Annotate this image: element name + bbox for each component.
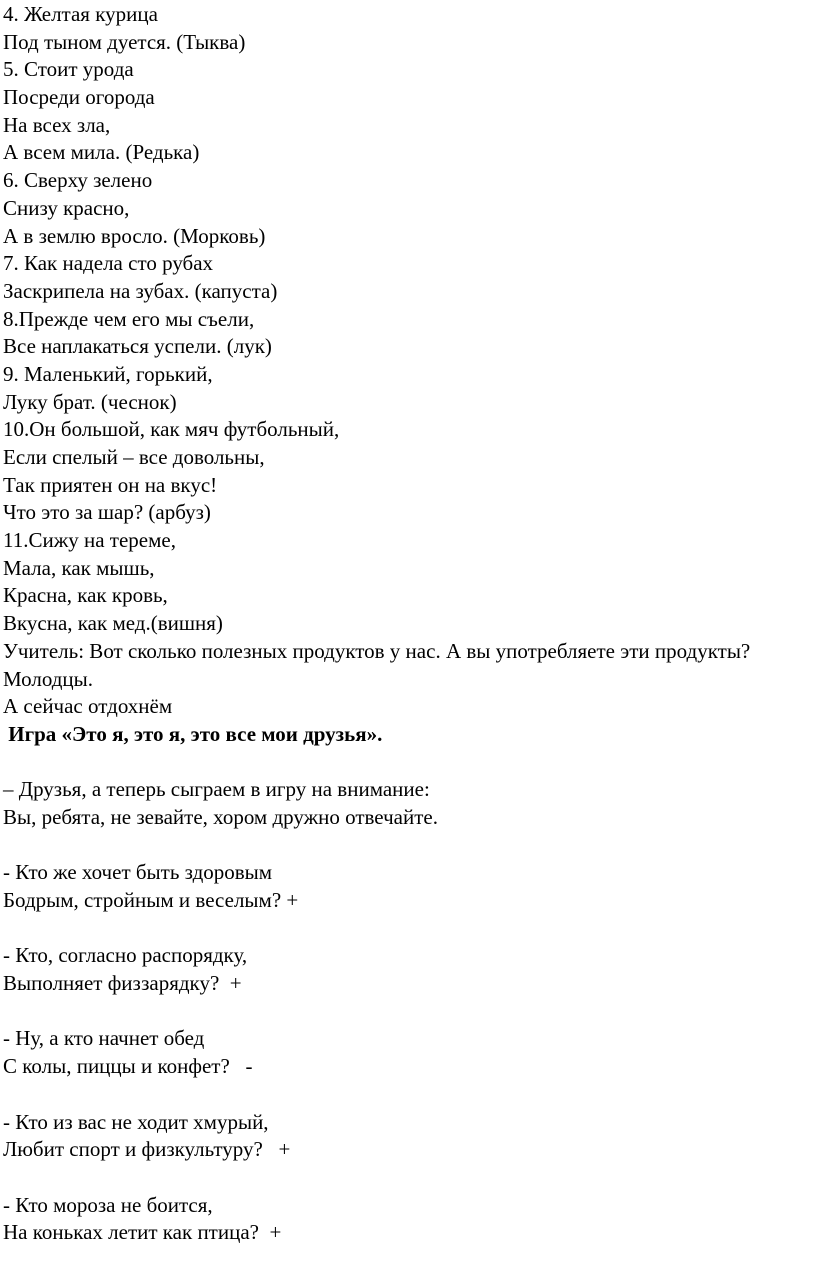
text-line: 10.Он большой, как мяч футбольный, — [3, 417, 340, 442]
rest-line: А сейчас отдохнём — [3, 694, 173, 719]
text-line: Все наплакаться успели. (лук) — [3, 334, 272, 359]
text-line: Если спелый – все довольны, — [3, 445, 265, 469]
text-line: Посреди огорода — [3, 85, 155, 110]
blank-line — [3, 749, 813, 777]
text-line: 6. Сверху зелено — [3, 168, 153, 193]
answer-line: Бодрым, стройным и веселым? + — [3, 888, 299, 913]
blank-line — [3, 1164, 813, 1192]
text-line: 11.Сижу на тереме, — [3, 528, 176, 553]
blank-line — [3, 915, 813, 943]
text-line: 5. Стоит урода — [3, 57, 134, 82]
text-line: Красна, как кровь, — [3, 583, 168, 608]
question-block — [3, 859, 813, 914]
blank-line — [3, 1081, 813, 1109]
game-title: Игра «Это я, это я, это все мои друзья». — [3, 721, 383, 746]
text-line: Снизу красно, — [3, 195, 130, 220]
answer-line: Выполняет физзарядку? + — [3, 971, 242, 996]
text-line: На всех зла, — [3, 112, 111, 137]
text-line: 8.Прежде чем его мы съели, — [3, 306, 255, 331]
question-block — [3, 1025, 813, 1080]
question-line: - Кто из вас не ходит хмурый, — [3, 1109, 269, 1134]
text-line: Под тыном дуется. (Тыква) — [3, 29, 246, 54]
question-block — [3, 942, 813, 997]
text-line: – Друзья, а теперь сыграем в игру на внимание: — [3, 777, 430, 802]
text-line: Что это за шар? (арбуз) — [3, 500, 211, 525]
answer-line: На коньках летит как птица? + — [3, 1220, 282, 1245]
text-line: Заскрипела на зубах. (капуста) — [3, 278, 278, 303]
riddles-section — [3, 1, 813, 638]
text-line: 9. Маленький, горький, — [3, 361, 213, 386]
teacher-line: Учитель: Вот сколько полезных продуктов у нас. А вы употребляете эти продукты? Молодцы. — [3, 638, 751, 691]
game-intro — [3, 776, 813, 831]
blank-line — [3, 832, 813, 860]
answer-line: С колы, пиццы и конфет? - — [3, 1054, 253, 1079]
text-line: 7. Как надела сто рубах — [3, 251, 214, 276]
question-line: - Кто, согласно распорядку, — [3, 943, 248, 968]
document-page — [3, 1, 813, 1247]
text-line: Мала, как мышь, — [3, 555, 155, 580]
question-line: - Ну, а кто начнет обед — [3, 1026, 205, 1051]
question-line: - Кто же хочет быть здоровым — [3, 860, 273, 885]
question-line: - Кто мороза не боится, — [3, 1192, 213, 1217]
text-line: Так приятен он на вкус! — [3, 472, 218, 497]
blank-line — [3, 998, 813, 1026]
answer-line: Любит спорт и физкультуру? + — [3, 1137, 291, 1162]
question-block — [3, 1192, 813, 1247]
text-line: Луку брат. (чеснок) — [3, 389, 177, 414]
text-line: Вкусна, как мед.(вишня) — [3, 611, 223, 636]
text-line: А в землю вросло. (Морковь) — [3, 223, 266, 248]
text-line: 4. Желтая курица — [3, 2, 158, 26]
text-line: Вы, ребята, не зевайте, хором дружно отвечайте. — [3, 804, 438, 829]
question-block — [3, 1109, 813, 1164]
text-line: А всем мила. (Редька) — [3, 140, 200, 165]
